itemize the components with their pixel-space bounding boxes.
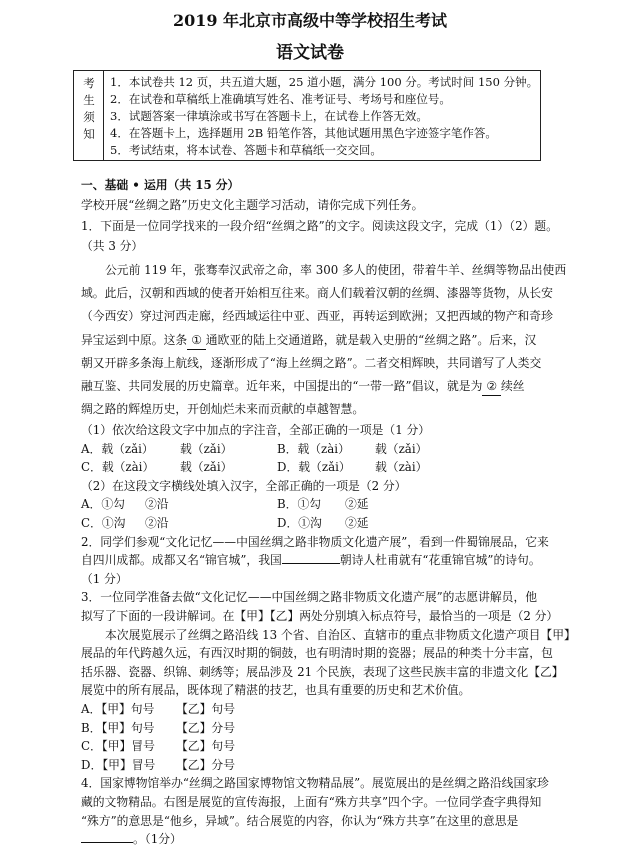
option: B．①勾 [277, 497, 322, 512]
q1-sub2-options-row [0, 514, 620, 532]
q3-passage-line: 本次展览展示了丝绸之路沿线 13 个省、自治区、直辖市的重点非物质文化遗产项目【甲】 [105, 627, 576, 642]
q1-blank-1: ① [187, 331, 206, 350]
q2-answer-blank [282, 551, 340, 564]
q1-passage-row [0, 331, 620, 349]
q1-passage-text: 融互鉴、共同发展的历史篇章。近年来，中国提出的“一带一路”倡议，就是为 [81, 379, 483, 393]
notice-side-char: 考 [83, 76, 95, 90]
option: A．载（zǎi） [81, 441, 154, 456]
q1-passage-line: 域。此后，汉朝和西域的使者开始相互往来。商人们载着汉朝的丝绸、漆器等货物，从长安 [81, 286, 553, 300]
q3-passage-line: 展览中的所有展品，既体现了精湛的技艺，也具有重要的历史和艺术价值。 [81, 683, 471, 698]
q3-passage-line: 展品的年代跨越久远，有西汉时期的铜鼓，也有明清时期的瓷器；展品的种类十分丰富，包 [81, 646, 553, 661]
option: 【乙】分号 [176, 720, 235, 735]
option: C．载（zài） [81, 460, 155, 475]
notice-rule: 1．本试卷共 12 页，共五道大题，25 道小题，满分 100 分。考试时间 150 分钟。 [110, 75, 539, 89]
q1-sub1-stem: （1）依次给这段文字中加点的字注音，全部正确的一项是（1 分） [81, 423, 431, 437]
notice-side-label [74, 71, 104, 160]
q1-passage-row [0, 400, 620, 418]
q4-row [0, 830, 620, 848]
q1-stem-row [0, 237, 620, 255]
option: B．【甲】句号 [81, 720, 155, 735]
candidate-notice-box [73, 70, 541, 161]
option: C．①沟 [81, 516, 126, 530]
section-heading-row [0, 176, 620, 194]
section-intro-row [0, 196, 620, 214]
q3-option-row [0, 700, 620, 718]
q4-text: 藏的文物精品。右图是展览的宣传海报，上面有“殊方共享”四个字。一位同学查字典得知 [81, 795, 542, 809]
q4-answer-blank [81, 830, 133, 843]
q4-points: 。（1分） [133, 832, 182, 847]
option: 载（zài） [375, 460, 428, 475]
option: 载（zǎi） [180, 441, 233, 456]
q4-row [0, 774, 620, 792]
notice-side-char: 知 [83, 127, 95, 141]
q1-stem: 1．下面是一位同学找来的一段介绍“丝绸之路”的文字。阅读这段文字，完成（1）（2）题。 [81, 219, 558, 233]
q3-passage-row [0, 644, 620, 662]
q4-text: 4．国家博物馆举办“丝绸之路国家博物馆文物精品展”。展览展出的是丝绸之路沿线国家珍 [81, 776, 549, 791]
q3-row [0, 607, 620, 625]
q2-text: 自四川成都。成都又名“锦官城”，我国 [81, 553, 282, 568]
option: 【乙】句号 [176, 739, 235, 754]
option: 【乙】句号 [176, 702, 235, 716]
q1-passage-row [0, 377, 620, 395]
q1-sub1-row [0, 421, 620, 439]
q2-row [0, 533, 620, 551]
q2-text: 朝诗人杜甫就有“花重锦官城”的诗句。 [339, 553, 541, 568]
option: D．【甲】冒号 [81, 757, 156, 772]
q3-passage-row [0, 681, 620, 699]
option: D．载（zǎi） [277, 460, 351, 475]
q2-text: 2．同学们参观“文化记忆——中国丝绸之路非物质文化遗产展”，看到一件蜀锦展品，它来 [81, 534, 549, 549]
q1-passage-line: 朝又开辟多条海上航线，逐渐形成了“海上丝绸之路”。二者交相辉映，共同谱写了人类交 [81, 356, 542, 370]
q3-text: 3．一位同学准备去做“文化记忆——中国丝绸之路非物质文化遗产展”的志愿讲解员，他 [81, 590, 538, 605]
q1-passage-line: 公元前 119 年，张骞奉汉武帝之命，率 300 多人的使团，带着牛羊、丝绸等物品出使西 [105, 263, 567, 277]
q3-passage-line: 括乐器、瓷器、织锦、刺绣等；展品涉及 21 个民族，表现了这些民族丰富的非遗文化【乙】 [81, 664, 564, 679]
notice-rule: 2．在试卷和草稿纸上准确填写姓名、准考证号、考场号和座位号。 [110, 92, 451, 106]
q1-sub2-stem: （2）在这段文字横线处填入汉字，全部正确的一项是（2 分） [81, 478, 407, 493]
option: D．①沟 [277, 516, 322, 530]
q1-sub1-options-row [0, 440, 620, 458]
q1-passage-row [0, 354, 620, 372]
q3-text: 拟写了下面的一段讲解词。在【甲】【乙】两处分别填入标点符号，最恰当的一项是（2 分） [81, 609, 559, 623]
option: ②延 [345, 497, 369, 512]
q1-blank-2: ② [482, 377, 501, 396]
option: 【乙】分号 [176, 757, 235, 772]
q2-points: （1 分） [81, 571, 128, 586]
notice-rule: 3．试题答案一律填涂或书写在答题卡上，在试卷上作答无效。 [110, 109, 428, 123]
notice-side-char: 生 [83, 93, 95, 107]
option: ②沿 [145, 497, 169, 512]
q1-passage-line [81, 377, 525, 396]
option: A．①勾 [81, 497, 125, 512]
q1-points: （共 3 分） [81, 239, 144, 253]
q1-passage-line: （今西安）穿过河西走廊，经西域运往中亚、西亚，再转运到欧洲；又把西域的物产和奇珍 [81, 309, 553, 323]
option: B．载（zài） [277, 441, 350, 456]
q3-option-row [0, 756, 620, 774]
q1-passage-line: 绸之路的辉煌历史，开创灿烂未来而贡献的卓越智慧。 [81, 402, 365, 416]
q2-row [0, 551, 620, 569]
q4-text: “殊方”的意思是“他乡，异域”。结合展览的内容，你认为“殊方共享”在这里的意思是 [81, 813, 519, 828]
notice-rule: 5．考试结束，将本试卷、答题卡和草稿纸一交交回。 [110, 143, 382, 157]
notice-side-char: 须 [83, 110, 95, 124]
q3-passage-row [0, 626, 620, 644]
q1-passage-text: 异宝运到中原。这条 [81, 333, 188, 347]
q1-passage-text: 续丝 [500, 379, 525, 393]
q4-row [0, 793, 620, 811]
q4-row [0, 812, 620, 830]
option: C．【甲】冒号 [81, 739, 155, 754]
paper-subtitle: 语文试卷 [276, 43, 344, 63]
q1-passage-text: 通欧亚的陆上交通道路，就是载入史册的“丝绸之路”。后来，汉 [205, 333, 537, 347]
q1-sub1-options-row [0, 458, 620, 476]
option: 载（zǎi） [180, 460, 233, 475]
q3-option-row [0, 737, 620, 755]
q3-option-row [0, 719, 620, 737]
option: A．【甲】句号 [81, 702, 155, 716]
option: ②延 [345, 516, 369, 530]
q2-line [81, 551, 541, 569]
notice-rule: 4．在答题卡上，选择题用 2B 铅笔作答，其他试题用黑色字迹签字笔作答。 [110, 126, 497, 140]
q3-passage-row [0, 663, 620, 681]
q1-passage-row [0, 261, 620, 279]
exam-title: 2019 年北京市高级中等学校招生考试 [172, 11, 448, 30]
q1-passage-line [81, 331, 536, 350]
section-heading: 一、基础 • 运用（共 15 分） [81, 178, 240, 192]
q1-sub2-row [0, 477, 620, 495]
q1-stem-row [0, 217, 620, 235]
q1-passage-row [0, 284, 620, 302]
q4-line [81, 830, 182, 848]
q1-sub2-options-row [0, 495, 620, 513]
option: ②沿 [145, 516, 169, 530]
q1-passage-row [0, 307, 620, 325]
q3-row [0, 588, 620, 606]
q2-row [0, 570, 620, 588]
section-intro: 学校开展“丝绸之路”历史文化主题学习活动，请你完成下列任务。 [81, 198, 424, 212]
option: 载（zǎi） [375, 441, 428, 456]
